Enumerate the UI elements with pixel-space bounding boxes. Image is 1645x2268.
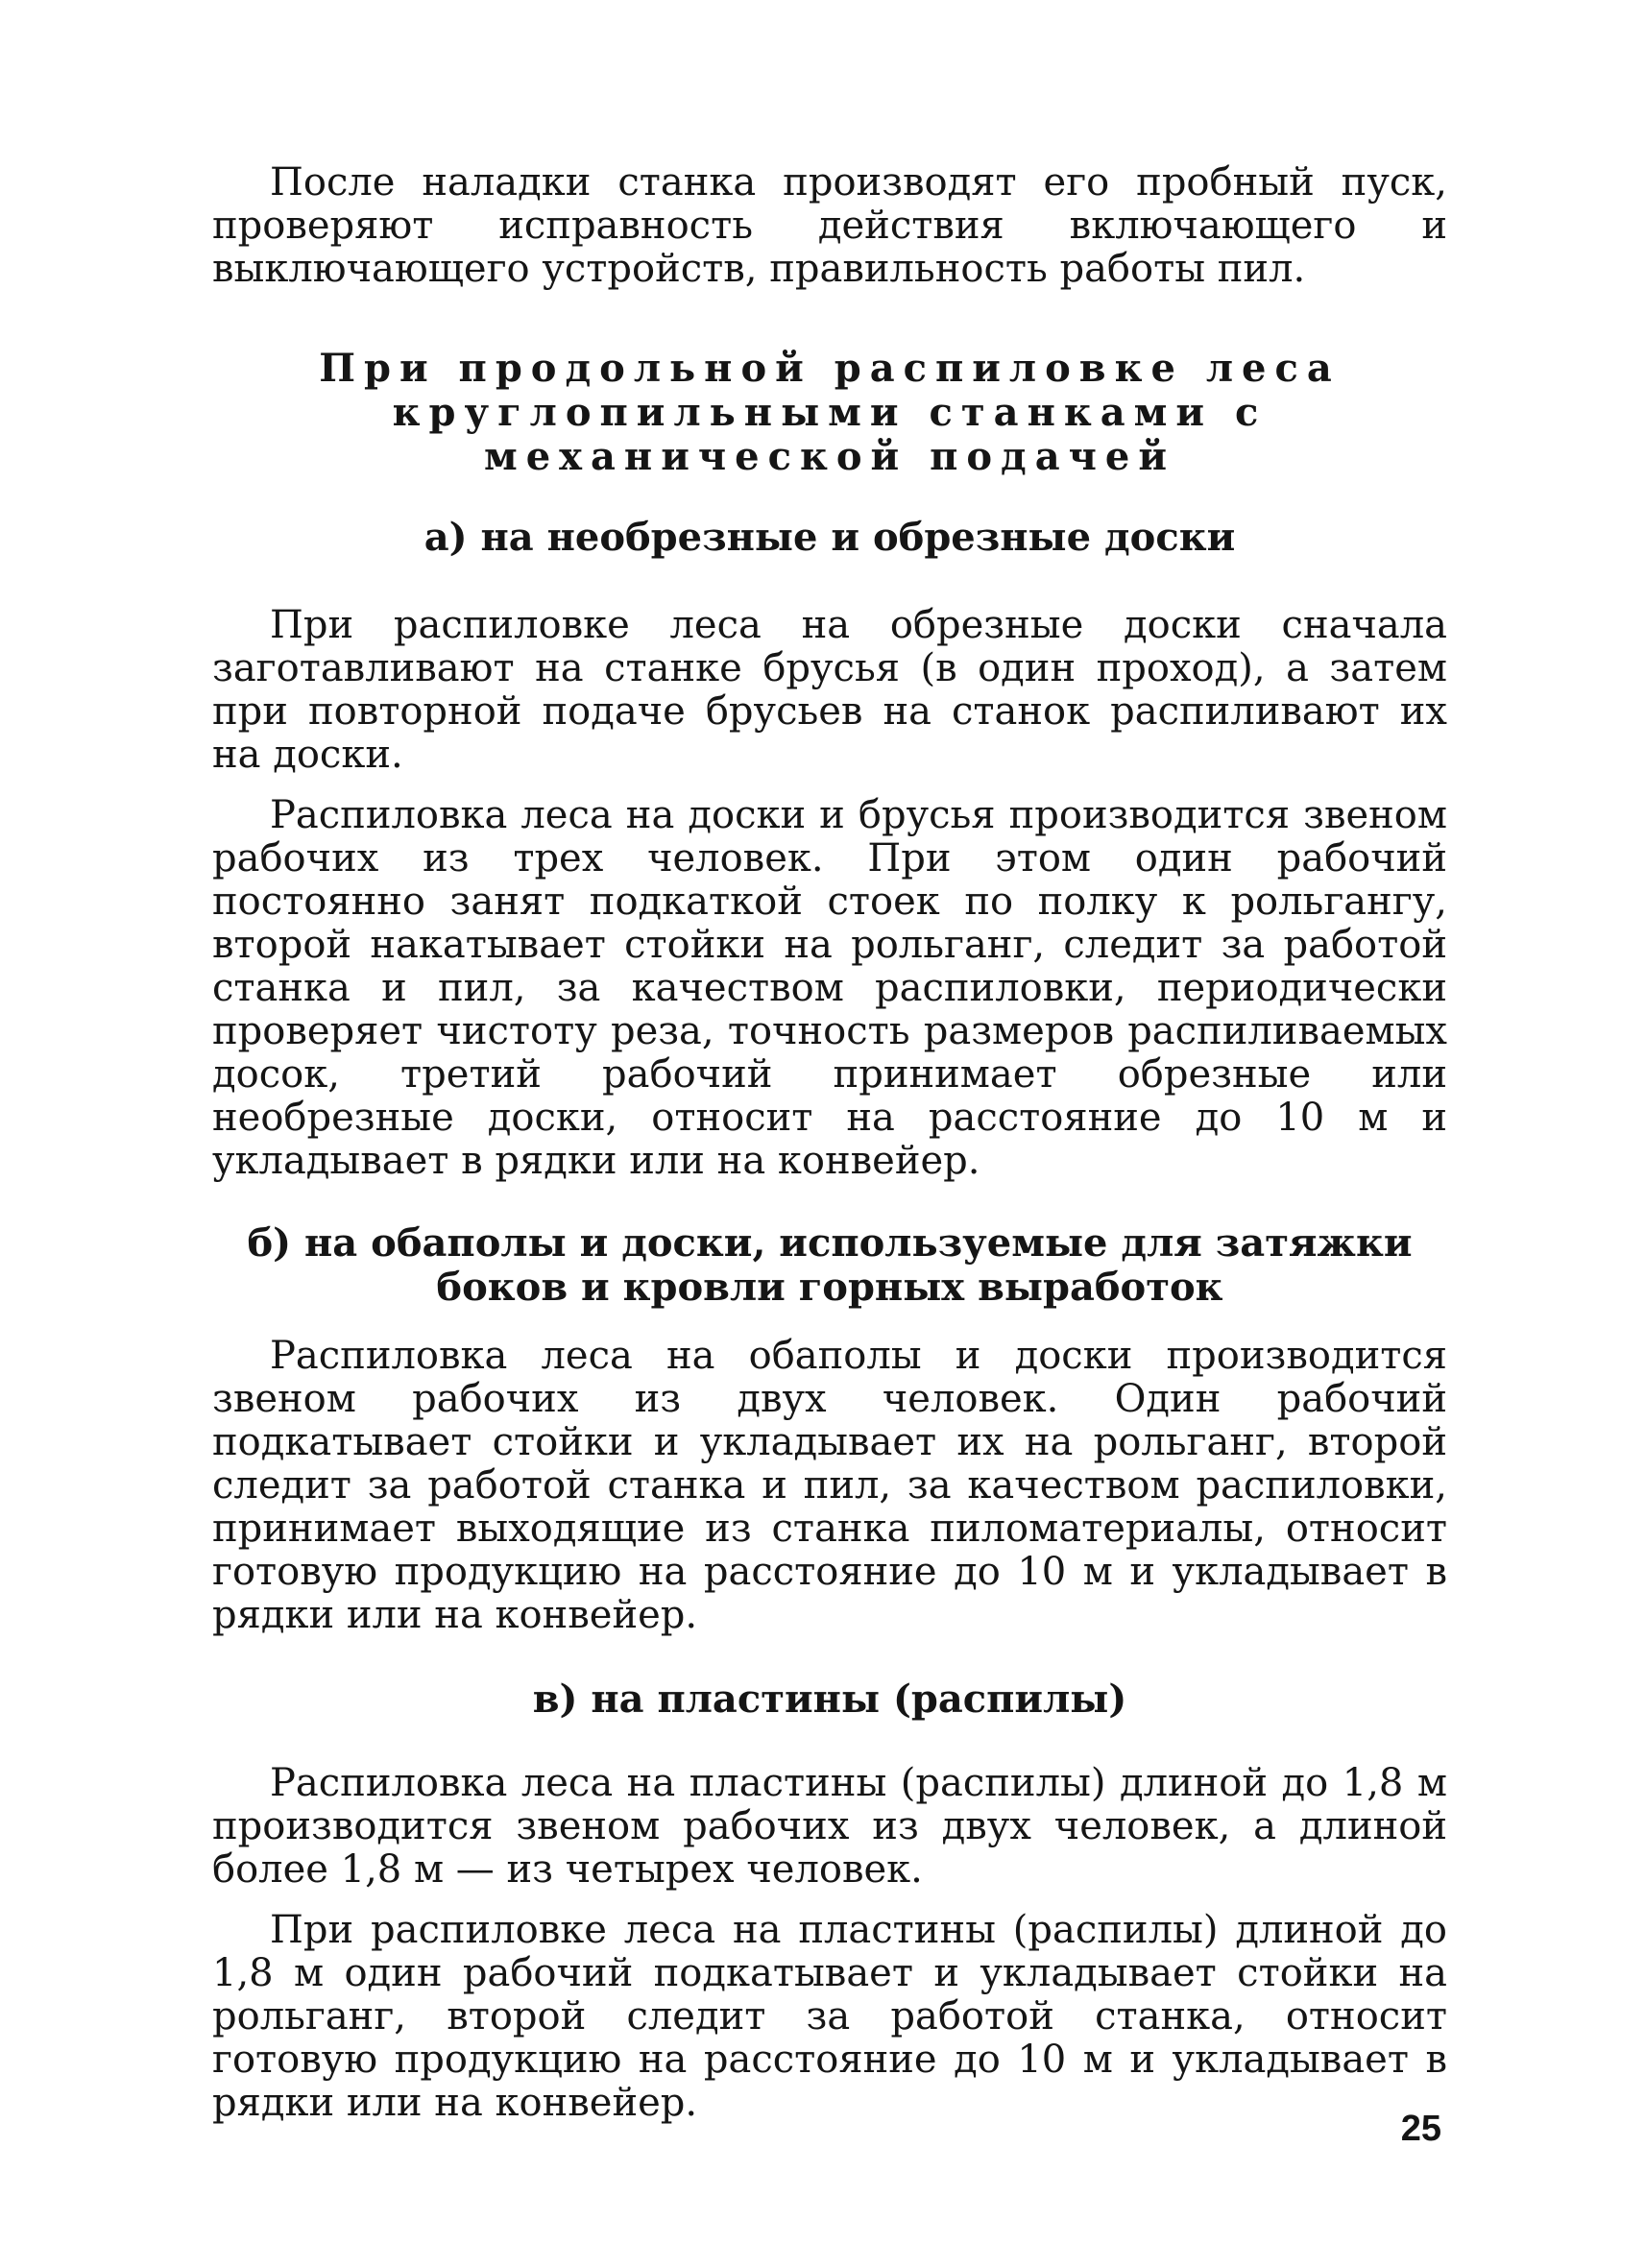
subsection-c-paragraph-2: При распиловке леса на пластины (распилы) длиной до 1,8 м один рабочий подкатывает и укладывает стойки на рольганг, второй следит за работой станка, относит готовую продукцию на расстояние до 10 м и укладывает в рядки или на конвейер. [212,1908,1447,2125]
subsection-a-heading: а) на необрезные и обрезные доски [423,515,1236,560]
section-title: При продольной распиловке леса круглопильными станками с механической подачей [319,346,1341,479]
intro-paragraph: После наладки станка производят его пробный пуск, проверяют исправность действия включающего и выключающего устройств, правильность работы пил. [212,160,1447,291]
subsection-b-heading [212,1221,1447,1310]
page-number: 25 [1400,2109,1441,2149]
subsection-a-paragraph-2: Распиловка леса на доски и брусья производится звеном рабочих из трех человек. При этом один рабочий постоянно занят подкаткой стоек по полку к рольгангу, второй накатывает стойки на рольганг, следит за работой станка и пил, за качеством распиловки, периодически проверяет чистоту реза, точность размеров распиливаемых досок, третий рабочий принимает обрезные или необрезные доски, относит на расстояние до 10 м и укладывает в рядки или на конвейер. [212,793,1447,1183]
subsection-c-paragraph-1: Распиловка леса на пластины (распилы) длиной до 1,8 м производится звеном рабочих из двух человек, а длиной более 1,8 м — из четырех человек. [212,1761,1447,1892]
page-body [212,161,1447,2125]
subsection-a-paragraph-1: При распиловке леса на обрезные доски сначала заготавливают на станке брусья (в один проход), а затем при повторной подаче брусьев на станок распиливают их на доски. [212,603,1447,777]
subsection-b-heading-line-1: б) на обаполы и доски, используемые для затяжки [247,1220,1413,1266]
subsection-b-paragraph-1: Распиловка леса на обаполы и доски производится звеном рабочих из двух человек. Один рабочий подкатывает стойки и укладывает их на рольганг, второй следит за работой станка и пил, за качеством распиловки, принимает выходящие из станка пиломатериалы, относит готовую продукцию на расстояние до 10 м и укладывает в рядки или на конвейер. [212,1334,1447,1637]
subsection-b-heading-line-2: боков и кровли горных выработок [436,1265,1223,1310]
subsection-c-heading: в) на пластины (распилы) [532,1677,1127,1722]
